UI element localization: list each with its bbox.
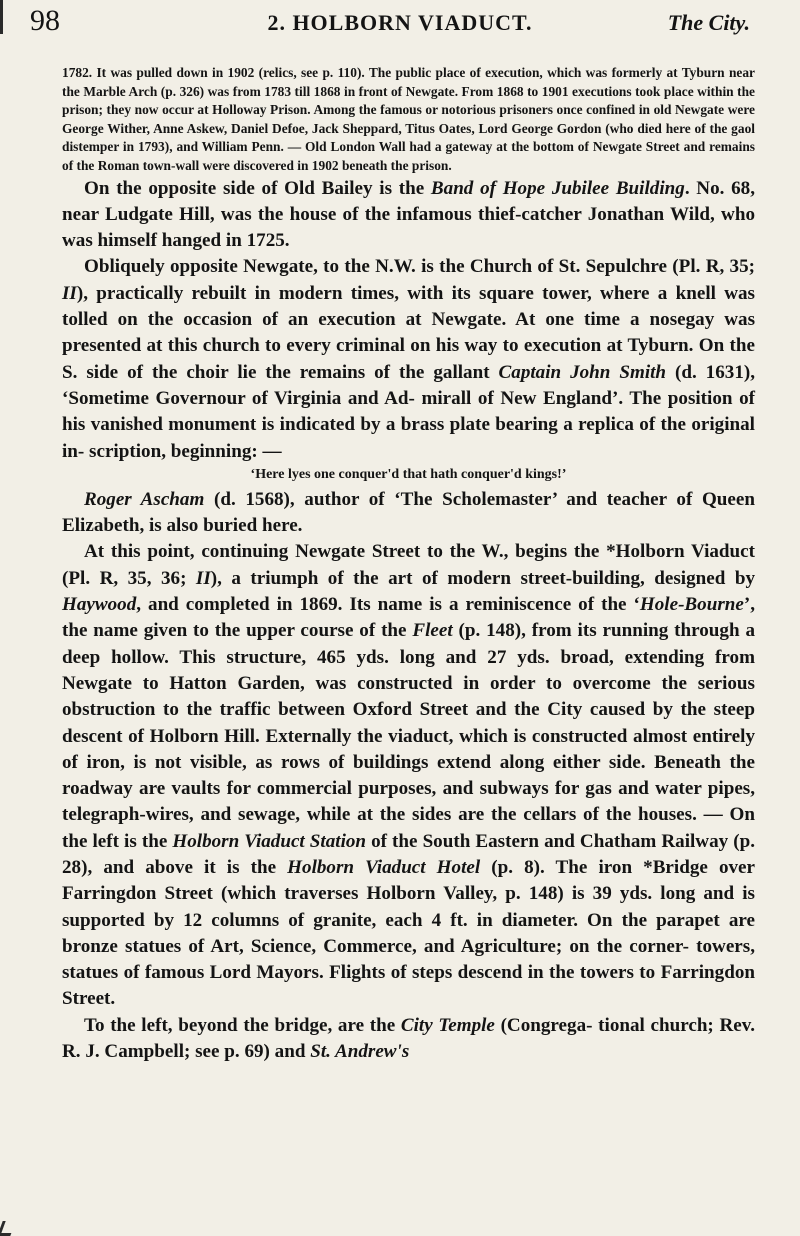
- paragraph-holborn-viaduct: At this point, continuing Newgate Street to the W., begins the *Holborn Viaduct (Pl. R, 35, 36; II), a triumph of the art of modern street-building, designed by Haywood, and completed in 1869. Its name is a reminiscence of the ‘Hole-Bourne’, the name given to the upper course of the Fleet (p. 148), from its running through a deep hollow. This structure, 465 yds. long and 27 yds. broad, extending from Newgate to Hatton Garden, was constructed in order to overcome the serious obstruction to the traffic between Oxford Street and the City caused by the steep descent of Holborn Hill. Externally the viaduct, which is constructed almost entirely of iron, is not visible, as rows of buildings extend along either side. Beneath the roadway are vaults for commercial purposes, and subways for gas and water pipes, telegraph-wires, and sewage, while at the sides are the cellars of the houses. — On the left is the Holborn Viaduct Station of the South Eastern and Chatham Railway (p. 28), and above it is the Holborn Viaduct Hotel (p. 8). The iron *Bridge over Farringdon Street (which traverses Holborn Valley, p. 148) is 39 yds. long and is supported by 12 columns of granite, each 4 ft. in diameter. On the parapet are bronze statues of Art, Science, Commerce, and Agriculture; on the corner- towers, statues of famous Lord Mayors. Flights of steps descend in the towers to Farringdon Street.: [62, 541, 755, 1010]
- page-corner-mark-bottom: [0, 1221, 16, 1236]
- paragraph-roger-ascham: Roger Ascham (d. 1568), author of ‘The Scholemaster’ and teacher of Queen Elizabeth, is also buried here.: [62, 488, 755, 537]
- roger-ascham-name: Roger Ascham: [84, 488, 205, 510]
- chapter-title: 2. HOLBORN VIADUCT.: [267, 10, 533, 35]
- band-of-hope-name: Band of Hope Jubilee Building: [430, 177, 685, 199]
- section-title: The City.: [667, 10, 750, 35]
- page-number: 98: [30, 4, 60, 37]
- page-corner-mark: [0, 0, 9, 34]
- paragraph-st-sepulchre: Obliquely opposite Newgate, to the N.W. is the Church of St. Sepulchre (Pl. R, 35; II), practically rebuilt in modern times, with its square tower, where a knell was tolled on the occasion of an execution at Newgate. At one time a nosegay was presented at this church to every criminal on his way to execution at Tyburn. On the S. side of the choir lie the remains of the gallant Captain John Smith (d. 1631), ‘Sometime Governour of Virginia and Ad- mirall of New England’. The position of his vanished monument is indicated by a brass plate bearing a replica of the original in- scription, beginning: —: [62, 256, 755, 462]
- inscription-quote: ‘Here lyes one conquer'd that hath conquer'd kings!’: [250, 466, 567, 482]
- body-text: [62, 64, 755, 1065]
- paragraph-old-bailey: On the opposite side of Old Bailey is the Band of Hope Jubilee Building. No. 68, near Ludgate Hill, was the house of the infamous thief-catcher Jonathan Wild, who was himself hanged in 1725.: [62, 177, 755, 252]
- running-header: [30, 4, 770, 44]
- paragraph-city-temple: To the left, beyond the bridge, are the City Temple (Congrega- tional church; Rev. R. J. Campbell; see p. 69) and St. Andrew's: [62, 1014, 755, 1063]
- captain-john-smith-name: Captain John Smith: [498, 361, 667, 383]
- paragraph-newgate-history: 1782. It was pulled down in 1902 (relics, see p. 110). The public place of execution, which was formerly at Tyburn near the Marble Arch (p. 326) was from 1783 till 1868 in front of Newgate. From 1868 to 1901 executions took place within the prison; they now occur at Holloway Prison. Among the famous or notorious prisoners once confined in old Newgate were George Wither, Anne Askew, Daniel Defoe, Jack Sheppard, Titus Oates, Lord George Gordon (who died here of the gaol distemper in 1793), and William Penn. — Old London Wall had a gateway at the bottom of Newgate Street and remains of the Roman town-wall were discovered in 1902 beneath the prison.: [62, 65, 755, 173]
